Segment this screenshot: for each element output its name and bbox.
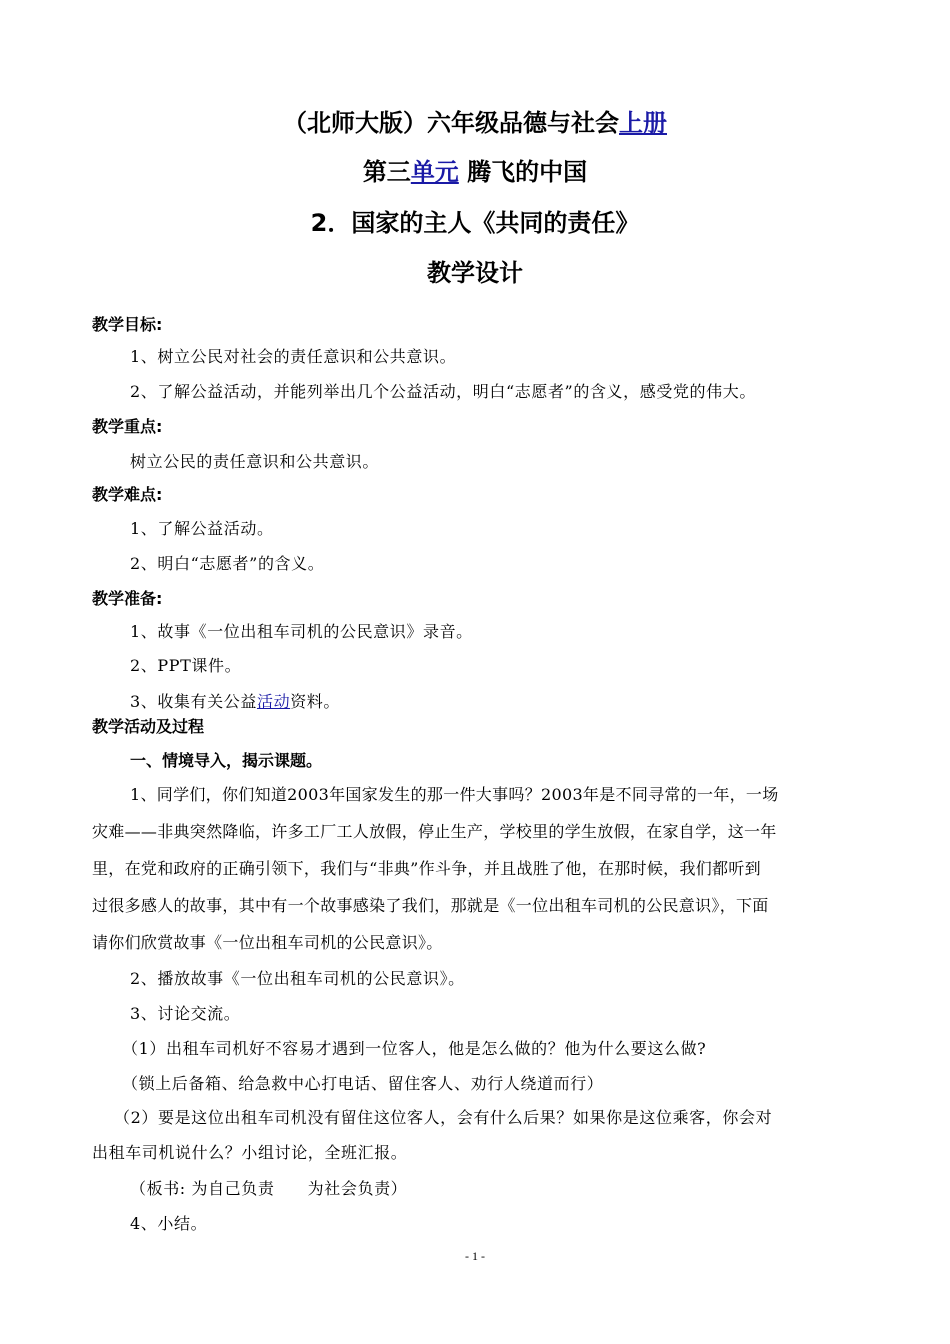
lesson-title: 2．国家的主人《共同的责任》 [310,209,640,237]
difficulty-item: 1、了解公益活动。 [130,519,274,538]
preparation-item: 2、PPT课件。 [130,656,242,675]
paragraph-line: 过很多感人的故事，其中有一个故事感染了我们，那就是《一位出租车司机的公民意识》，下面 [92,896,769,915]
key-points-heading: 教学重点: [92,417,163,436]
goal-item: 2、了解公益活动，并能列举出几个公益活动，明白“志愿者”的含义，感受党的伟大。 [130,382,756,401]
preparation-item3-suffix: 资料。 [290,692,340,711]
goal-item: 1、树立公民对社会的责任意识和公共意识。 [130,347,457,366]
design-title: 教学设计 [427,259,523,287]
key-points-text: 树立公民的责任意识和公共意识。 [130,452,380,471]
question-item: （1）出租车司机好不容易才遇到一位客人，他是怎么做的？他为什么要这么做? [122,1039,707,1058]
step-item: 2、播放故事《一位出租车司机的公民意识》。 [130,969,465,988]
paragraph-line: 灾难——非典突然降临，许多工厂工人放假，停止生产，学校里的学生放假，在家自学，这一年 [92,822,777,841]
paragraph-line: 里，在党和政府的正确引领下，我们与“非典”作斗争，并且战胜了他，在那时候，我们都听到 [92,859,761,878]
title-link[interactable]: 上册 [619,109,667,137]
unit-prefix: 第三 [362,158,411,186]
paragraph-line: 请你们欣赏故事《一位出租车司机的公民意识》。 [92,933,443,952]
question-item: 出租车司机说什么？小组讨论，全班汇报。 [92,1143,408,1162]
preparation-item [130,691,340,713]
preparation-item3-prefix: 3、收集有关公益 [130,692,257,711]
activity-link[interactable]: 活动 [256,692,291,711]
difficulty-item: 2、明白“志愿者”的含义。 [130,554,325,573]
unit-link[interactable]: 单元 [410,158,459,186]
document-title [0,108,950,138]
question-item: （2）要是这位出租车司机没有留住这位客人，会有什么后果？如果你是这位乘客，你会对 [114,1108,773,1127]
step-item: 4、小结。 [130,1214,208,1233]
preparation-heading: 教学准备: [92,589,163,608]
title-prefix: （北师大版）六年级品德与社会 [283,109,619,137]
goals-heading: 教学目标: [92,315,163,334]
preparation-item: 1、故事《一位出租车司机的公民意识》录音。 [130,622,473,641]
answer-item: （锁上后备箱、给急救中心打电话、留住客人、劝行人绕道而行） [122,1074,604,1093]
process-heading: 教学活动及过程 [92,717,205,736]
unit-title [0,157,950,187]
section-heading: 一、情境导入，揭示课题。 [130,751,323,770]
step-item: 3、讨论交流。 [130,1004,241,1023]
board-note: （板书: 为自己负责 为社会负责） [130,1179,408,1198]
difficulties-heading: 教学难点: [92,485,163,504]
paragraph-line: 1、同学们，你们知道2003年国家发生的那一件大事吗？2003年是不同寻常的一年，一场 [130,785,779,804]
unit-suffix: 腾飞的中国 [467,158,588,186]
page-number: - 1 - [465,1249,485,1263]
